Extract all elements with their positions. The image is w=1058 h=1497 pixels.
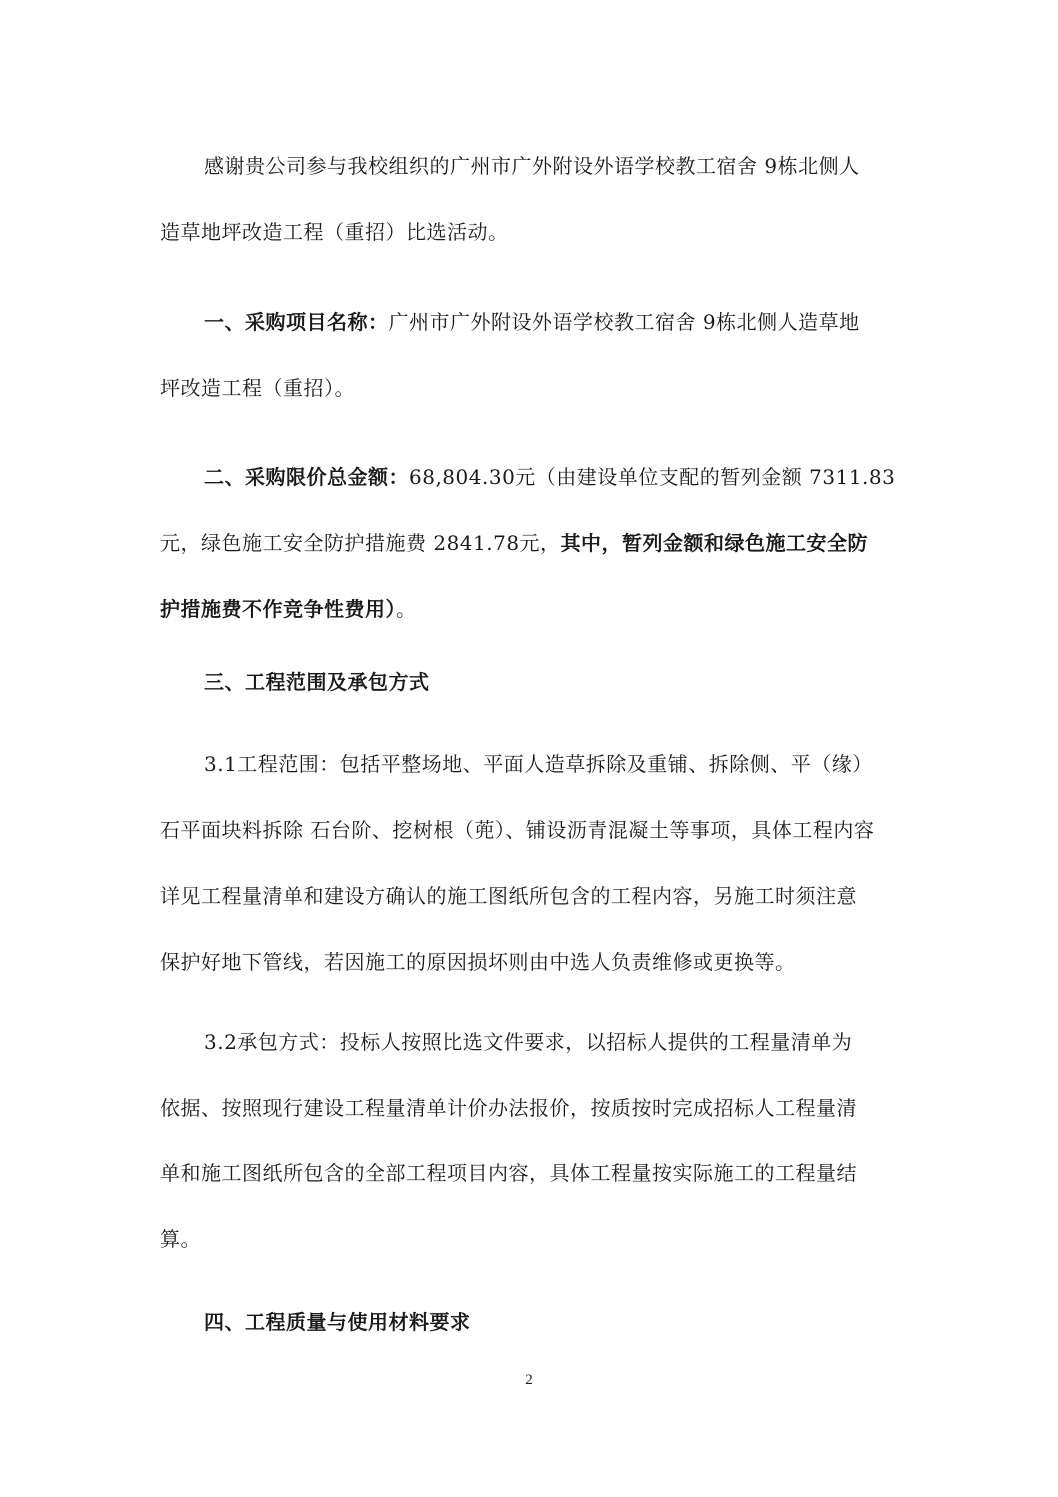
section4-heading: 四、工程质量与使用材料要求 <box>204 1310 471 1334</box>
intro-line-1: 感谢贵公司参与我校组织的广州市广外附设外语学校教工宿舍 9栋北侧人 <box>204 154 860 178</box>
section2-line-3-end: 。 <box>396 597 417 621</box>
section2-line-2-bold: 其中，暂列金额和绿色施工安全防 <box>560 531 869 555</box>
section3-2-line-2: 依据、按照现行建设工程量清单计价办法报价，按质按时完成招标人工程量清 <box>160 1096 857 1120</box>
section2-line-3 <box>160 593 417 622</box>
section3-1-line-4: 保护好地下管线，若因施工的原因损坏则由中选人负责维修或更换等。 <box>160 950 796 974</box>
intro-line-2: 造草地坪改造工程（重招）比选活动。 <box>160 220 509 244</box>
section2-line-1 <box>204 461 895 490</box>
section3-1-line-1: 3.1工程范围：包括平整场地、平面人造草拆除及重铺、拆除侧、平（缘） <box>204 752 873 776</box>
section3-2-line-4: 算。 <box>160 1227 201 1251</box>
section3-heading: 三、工程范围及承包方式 <box>204 670 430 694</box>
section3-2-line-3: 单和施工图纸所包含的全部工程项目内容，具体工程量按实际施工的工程量结 <box>160 1161 857 1185</box>
section1-text: 广州市广外附设外语学校教工宿舍 9栋北侧人造草地 <box>388 310 860 334</box>
section1-line-2: 坪改造工程（重招）。 <box>160 376 355 400</box>
section3-1-line-3: 详见工程量清单和建设方确认的施工图纸所包含的工程内容，另施工时须注意 <box>160 884 857 908</box>
section2-line-2 <box>160 527 868 556</box>
section2-text: 68,804.30元（由建设单位支配的暂列金额 7311.83 <box>409 465 896 489</box>
section2-line-3-bold: 护措施费不作竞争性费用） <box>160 597 396 621</box>
section1-line-1 <box>204 306 860 335</box>
section1-heading: 一、采购项目名称： <box>204 310 389 334</box>
section2-line-2-text: 元，绿色施工安全防护措施费 2841.78元， <box>160 531 561 555</box>
page-number: 2 <box>525 1372 533 1388</box>
section2-heading: 二、采购限价总金额： <box>204 465 409 489</box>
section3-2-line-1: 3.2承包方式：投标人按照比选文件要求，以招标人提供的工程量清单为 <box>204 1030 853 1054</box>
section3-1-line-2: 石平面块料拆除 石台阶、挖树根（蔸）、铺设沥青混凝土等事项，具体工程内容 <box>160 818 875 842</box>
